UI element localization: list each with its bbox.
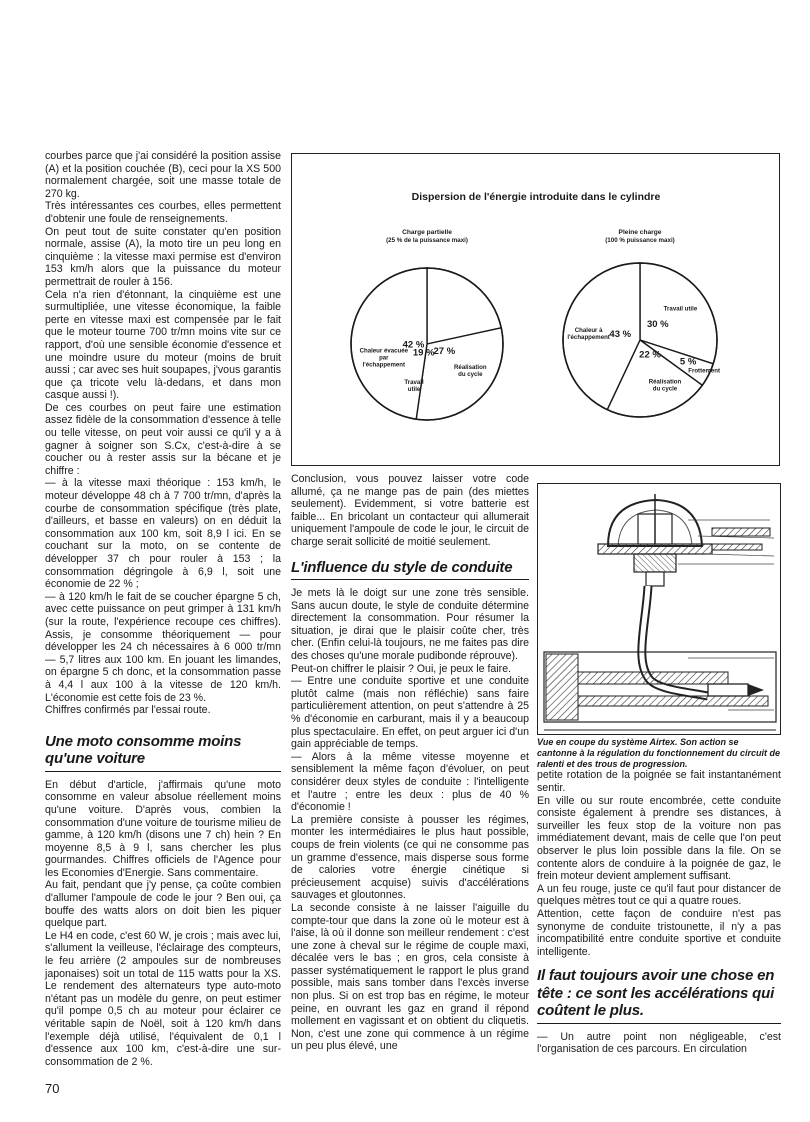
paragraph: Cela n'a rien d'étonnant, la cinquième est une surmultipliée, une vitesse économique, la faible perte en vitesse maxi est compensée par le fait que le moteur tourne 700 tr/mn moins vite sur ce rapport, d'où une sensible économie d'essence et une moindre usure du moteur (moins de bruit aussi ; car avec ses huit soupapes, j'vous garantis que ça tricote velu là-dedans, et dans mon casque aussi !). [45, 288, 281, 402]
column-left [45, 150, 281, 1068]
paragraph: La première consiste à pousser les régimes, monter les intermédiaires le plus haut possible, coups de frein violents (ce qui ne consomme pas un gramme d'essence, mais disperse sous forme de calories votre énergie cinétique si précieusement acquise) suivis d'accélérations sauvages et gloutonnes. [291, 813, 529, 902]
paragraph: petite rotation de la poignée se fait instantanément sentir. [537, 769, 781, 794]
pie-title: Charge partielle [402, 229, 452, 236]
paragraph: On peut tout de suite constater qu'en position normale, assise (A), la moto tire un peu long en cinquième : la vitesse maxi permise est d'environ 153 km/h alors que la puissance du moteur permettrait de rouler à 156. [45, 225, 281, 288]
paragraph: En début d'article, j'affirmais qu'une moto consomme en valeur absolue réellement moins qu'une voiture. D'après vous, combien la consommation d'une voiture de tourisme milieu de gamme, à 120 km/h (disons une 7 ch) hein ? En moyenne 8,5 à 9 l, sans chercher les plus gourmandes. Chiffres officiels de l'Agence pour les Economies d'Energie. Sans commentaire. [45, 778, 281, 879]
chart-title: Dispersion de l'énergie introduite dans le cylindre [411, 191, 661, 203]
page-number: 70 [45, 1081, 60, 1096]
airtex-drawing [538, 484, 781, 735]
paragraph: La seconde consiste à ne laisser l'aiguille du compte-tour que dans la zone où le moteur est à l'aise, là où il donne son meilleur rendement : c'est une zone à cheval sur le régime de couple maxi, décalée vers le bas ; en gros, cela consiste à passer systématiquement le rapport le plus grand possible, mais sans tomber dans l'excès inverse non plus. Si on est trop bas en régime, le moteur peine, en ouvrant les gaz en grand il répond mollement en vagissant et on obtient du cliquetis. Non, c'est une zone qui commence à un régime un peu plus élevé, une [291, 901, 529, 1053]
slice-value: 30 % [646, 319, 669, 331]
pie-subtitle: (25 % de la puissance maxi) [386, 237, 468, 244]
section-heading-moto-voiture: Une moto consomme moins qu'une voiture [45, 733, 281, 772]
section-heading-style-conduite: L'influence du style de conduite [291, 559, 529, 581]
pie-chart-partial-load [351, 229, 503, 420]
pie-charts [292, 154, 781, 467]
slice-label: Travail utile [404, 378, 424, 393]
slice-value: 43 % [609, 328, 632, 340]
paragraph: — à 120 km/h le fait de se coucher épargne 5 ch, avec cette puissance on peut grimper à 131 km/h (sur la route, l'expérience recoupe ces chiffres). Assis, je consomme théoriquement — pour développer les 24 ch nécessaires à 6 000 tr/mn — 5,7 litres aux 100 km. En jouant les limandes, on épargne 5 ch donc, et la consommation passe à 4,4 l aux 100 à la vitesse de 120 km/h. L'économie est cette fois de 23 %. [45, 590, 281, 704]
column-right [537, 737, 781, 1056]
paragraph: Au fait, pendant que j'y pense, ça coûte combien d'allumer l'ampoule de code le jour ? Ben oui, ça bouffe des watts alors on doit bien les piquer quelque part. [45, 879, 281, 930]
slice-value: 22 % [639, 349, 661, 361]
energy-pie-figure [291, 153, 780, 466]
slice-label: Travail utile [663, 305, 698, 313]
slice-label: Chaleur évacuée par l'échappement [359, 347, 409, 369]
airtex-cross-section-figure [537, 483, 781, 735]
slice-value: 5 % [679, 356, 697, 368]
paragraph: Le H4 en code, c'est 60 W, je crois ; mais avec lui, s'allument la veilleuse, l'éclairage des compteurs, le feu arrière (2 ampoules sur de nombreuses japonaises) soit un total de 115 watts pour la XS. Le rendement des alternateurs type auto-moto n'étant pas un modèle du genre, on peut estimer qu'il pompe 0,5 ch au moteur pour éclairer ce véritable sapin de Noël, soit à 120 km/h dans l'exemple déjà utilisé, l'équivalent de 0,1 l d'essence aux 100 km, c'est-à-dire une sur-consommation de 2 %. [45, 929, 281, 1068]
paragraph: Attention, cette façon de conduire n'est pas synonyme de conduite tristounette, il n'y a pas incompatibilité entre conduite sportive et conduite intelligente. [537, 907, 781, 958]
paragraph: — Alors à la même vitesse moyenne et sensiblement la même façon d'évoluer, on peut considérer deux styles de conduite : l'intelligente et l'autre ; entre les deux : plus de 40 % d'économie ! [291, 750, 529, 814]
pie-chart-full-load [563, 229, 720, 417]
pie-subtitle: (100 % puissance maxi) [605, 237, 675, 244]
paragraph: Très intéressantes ces courbes, elles permettent d'obtenir une foule de renseignements. [45, 200, 281, 225]
paragraph: De ces courbes on peut faire une estimation assez fidèle de la consommation d'essence à telle ou telle vitesse, on peut voir aussi ce qu'il y a à gagner à soigner son S.Cx, c'est-à-dire à se coucher ou à rester assis sur la bécane et je chiffre : [45, 401, 281, 477]
paragraph: Conclusion, vous pouvez laisser votre code allumé, ça ne mange pas de pain (des miettes seulement). Evidemment, si votre batterie est faible... En bricolant un contacteur qui allumerait uniquement l'ampoule de code le jour, le circuit de charge serait sollicité de moitié seulement. [291, 473, 529, 548]
paragraph: — à la vitesse maxi théorique : 153 km/h, le moteur développe 48 ch à 7 700 tr/mn, d'après la courbe de consommation spécifique (très plate, d'ailleurs, et basse en valeurs) on en déduit la consommation aux 100 km, soit 8,9 l ici. En se couchant sur la moto, on se contente de développer 37 ch pour rouler à 153 ; la consommation dégringole à 6,9 l, soit une économie de 22 % ; [45, 477, 281, 591]
pie-title: Pleine charge [618, 229, 662, 236]
column-middle [291, 473, 529, 1053]
paragraph: courbes parce que j'ai considéré la position assise (A) et la position couchée (B), ceci pour la XS 500 normalement chargée, soit une masse totale de 270 kg. [45, 150, 281, 200]
slice-value: 42 % [402, 339, 425, 351]
slice-label: Réalisation du cycle [648, 378, 682, 393]
paragraph: Peut-on chiffrer le plaisir ? Oui, je peux le faire. [291, 662, 512, 675]
paragraph: Je mets là le doigt sur une zone très sensible. Sans aucun doute, le style de conduite détermine directement la consommation. Pour résumer la situation, je dirai que le plaisir coûte cher, très cher. (Enfin celui-là toujours, ne me faites pas dire des choses qu'une morale pudibonde réprouve). [291, 587, 529, 663]
paragraph: — Un autre point non négligeable, c'est l'organisation de ces parcours. En circulation [537, 1030, 781, 1056]
paragraph: Chiffres confirmés par l'essai route. [45, 704, 211, 717]
slice-label: Frottement [688, 367, 721, 375]
section-heading-accelerations: Il faut toujours avoir une chose en tête : ce sont les accélérations qui coûtent le plus. [537, 967, 781, 1024]
paragraph: — Entre une conduite sportive et une conduite plutôt calme (mais non réfléchie) sans faire particulièrement attention, on peut s'attendre à 25 % d'économie en carburant, mais il y a beaucoup plus spectaculaire. En effet, on peut arguer ici d'un gain appréciable de temps. [291, 675, 529, 751]
slice-label: Chaleur à l'échappement [567, 326, 610, 341]
slice-label: Réalisation du cycle [454, 364, 487, 379]
slice-value: 27 % [433, 346, 456, 357]
figure-caption: Vue en coupe du système Airtex. Son action se cantonne à la régulation du fonctionnement du circuit de ralenti et des trous de progression. [537, 737, 781, 769]
slice-value: 19 % [412, 347, 435, 359]
paragraph: En ville ou sur route encombrée, cette conduite consiste également à prendre ses distances, à surveiller les feux stop de la voiture non pas immédiatement devant, mais de celle que l'on peut observer le plus loin possible dans la file. On se contente alors de conduire à la poignée de gaz, le frein moteur devient amplement suffisant. [537, 794, 781, 883]
paragraph: A un feu rouge, juste ce qu'il faut pour distancer de quelques mètres tout ce qui a quatre roues. [537, 882, 781, 908]
